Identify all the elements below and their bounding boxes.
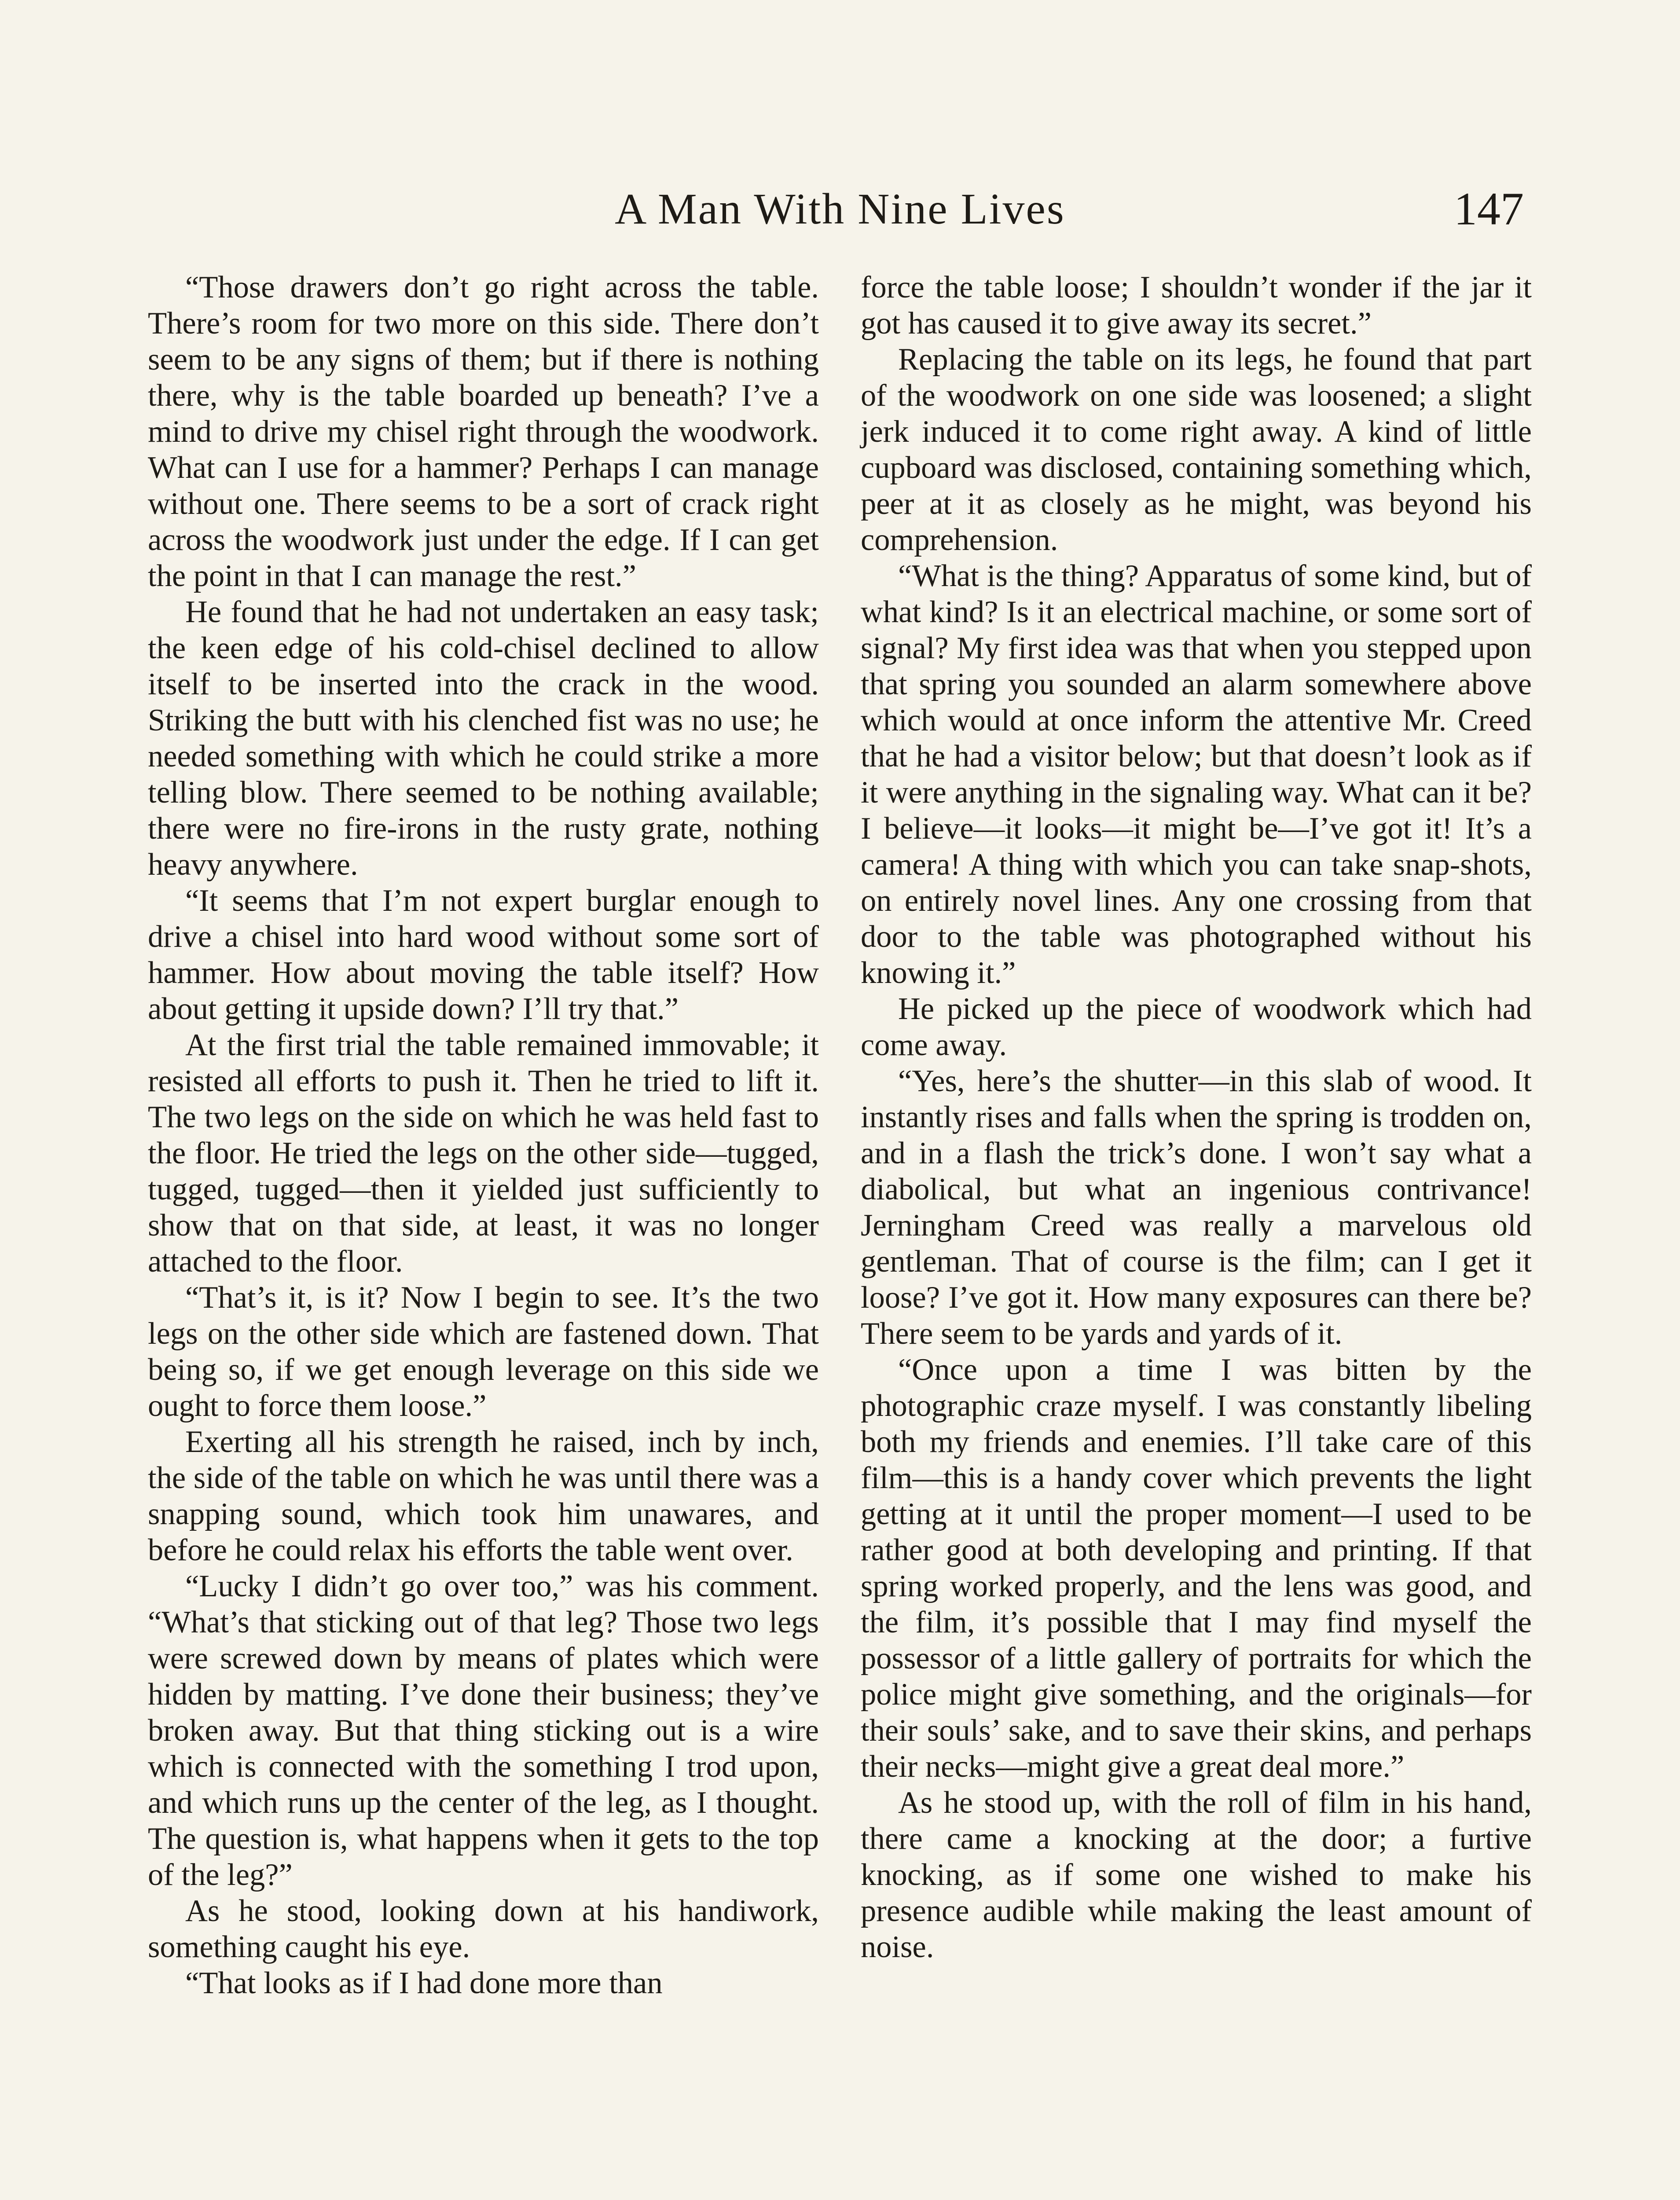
paragraph: “That’s it, is it? Now I begin to see. It’s the two legs on the other side which are fastened down. That being so, if we get enough leverage on this side we ought to force them loose.” (148, 1280, 819, 1423)
paragraph: force the table loose; I shouldn’t wonder if the jar it got has caused it to give away its secret.” (861, 270, 1532, 341)
paragraph: “Once upon a time I was bitten by the photographic craze myself. I was constantly libeling both my friends and enemies. I’ll take care of this film—this is a handy cover which prevents the light getting at it until the proper moment—I used to be rather good at both developing and printing. If that spring worked properly, and the lens was good, and the film, it’s possible that I may find myself the possessor of a little gallery of portraits for which the police might give something, and the originals—for their souls’ sake, and to save their skins, and perhaps their necks—might give a great deal more.” (861, 1353, 1532, 1784)
paragraph: At the first trial the table remained immovable; it resisted all efforts to push it. Then he tried to lift it. The two legs on the side on which he was held fast to the floor. He tried the legs on the other side—tugged, tugged, tugged—then it yielded just sufficiently to show that on that side, at least, it was no longer attached to the floor. (148, 1028, 819, 1279)
left-column (148, 269, 819, 2001)
paragraph: “Those drawers don’t go right across the table. There’s room for two more on this side. There don’t seem to be any signs of them; but if there is nothing there, why is the table boarded up beneath? I’ve a mind to drive my chisel right through the woodwork. What can I use for a hammer? Perhaps I can manage without one. There seems to be a sort of crack right across the woodwork just under the edge. If I can get the point in that I can manage the rest.” (148, 270, 819, 593)
paragraph: Replacing the table on its legs, he found that part of the woodwork on one side was loosened; a slight jerk induced it to come right away. A kind of little cupboard was disclosed, containing something which, peer at it as closely as he might, was beyond his comprehension. (861, 342, 1532, 557)
page-number: 147 (1454, 183, 1524, 235)
paragraph: “It seems that I’m not expert burglar enough to drive a chisel into hard wood without some sort of hammer. How about moving the table itself? How about getting it upside down? I’ll try that.” (148, 884, 819, 1026)
paragraph: Exerting all his strength he raised, inch by inch, the side of the table on which he was until there was a snapping sound, which took him unawares, and before he could relax his efforts the table went over. (148, 1425, 819, 1567)
paragraph: He found that he had not undertaken an easy task; the keen edge of his cold-chisel declined to allow itself to be inserted into the crack in the wood. Striking the butt with his clenched fist was no use; he needed something with which he could strike a more telling blow. There seemed to be nothing available; there were no fire-irons in the rusty grate, nothing heavy anywhere. (148, 595, 819, 882)
paragraph: “That looks as if I had done more than (185, 1966, 663, 2000)
running-title: A Man With Nine Lives (615, 184, 1065, 233)
paragraph: “Yes, here’s the shutter—in this slab of wood. It instantly rises and falls when the spring is trodden on, and in a flash the trick’s done. I won’t say what a diabolical, but what an ingenious contrivance! Jerningham Creed was really a marvelous old gentleman. That of course is the film; can I get it loose? I’ve got it. How many exposures can there be? There seem to be yards and yards of it. (861, 1064, 1532, 1351)
paragraph: He picked up the piece of woodwork which had come away. (861, 992, 1532, 1062)
paragraph: “Lucky I didn’t go over too,” was his comment. “What’s that sticking out of that leg? Those two legs were screwed down by means of plates which were hidden by matting. I’ve done their business; they’ve broken away. But that thing sticking out is a wire which is connected with the something I trod upon, and which runs up the center of the leg, as I thought. The question is, what happens when it gets to the top of the leg?” (148, 1569, 819, 1892)
right-column (861, 269, 1532, 1965)
page-header (0, 178, 1680, 240)
paragraph: “What is the thing? Apparatus of some kind, but of what kind? Is it an electrical machine, or some sort of signal? My first idea was that when you stepped upon that spring you sounded an alarm somewhere above which would at once inform the attentive Mr. Creed that he had a visitor below; but that doesn’t look as if it were anything in the signaling way. What can it be? I believe—it looks—it might be—I’ve got it! It’s a camera! A thing with which you can take snap-shots, on entirely novel lines. Any one crossing from that door to the table was photographed without his knowing it.” (861, 559, 1532, 990)
paragraph: As he stood, looking down at his handiwork, something caught his eye. (148, 1894, 819, 1964)
paragraph: As he stood up, with the roll of film in his hand, there came a knocking at the door; a furtive knocking, as if some one wished to make his presence audible while making the least amount of noise. (861, 1786, 1532, 1964)
